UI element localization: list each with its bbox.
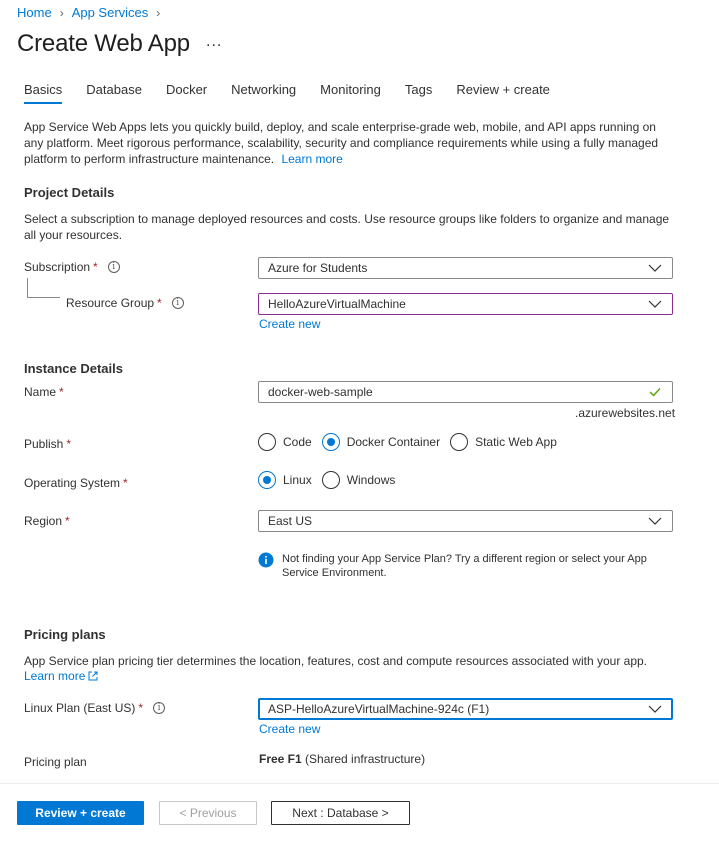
tab-networking[interactable]: Networking <box>231 82 297 97</box>
subscription-label: Subscription * i <box>24 260 120 274</box>
tree-connector <box>27 278 28 298</box>
more-options-button[interactable]: ... <box>206 33 223 50</box>
tab-docker[interactable]: Docker <box>165 82 208 97</box>
domain-suffix: .azurewebsites.net <box>575 406 676 420</box>
resource-group-create-new-link[interactable]: Create new <box>259 317 321 331</box>
tree-connector <box>27 297 60 298</box>
info-icon[interactable]: i <box>108 261 120 273</box>
tab-bar <box>24 82 574 104</box>
tab-monitoring[interactable]: Monitoring <box>320 82 381 97</box>
intro-text: App Service Web Apps lets you quickly build, deploy, and scale enterprise-grade web, mobile, and API apps running on any platform. Meet rigorous performance, scalability, security and compliance requirements while using a fully managed platform to perform infrastructure maintenance. Learn more <box>24 120 659 166</box>
publish-static-radio[interactable]: Static Web App <box>450 433 557 451</box>
name-label: Name * <box>24 385 64 399</box>
linux-plan-label: Linux Plan (East US) * i <box>24 701 165 715</box>
breadcrumb <box>17 5 168 20</box>
required-asterisk: * <box>59 385 64 399</box>
os-linux-radio[interactable]: Linux <box>258 471 312 489</box>
checkmark-icon <box>647 386 663 398</box>
required-asterisk: * <box>93 260 98 274</box>
chevron-down-icon <box>647 298 663 310</box>
os-label: Operating System * <box>24 476 128 490</box>
external-link-icon <box>88 671 98 681</box>
publish-docker-radio[interactable]: Docker Container <box>322 433 440 451</box>
publish-label: Publish * <box>24 437 72 451</box>
resource-group-label: Resource Group * i <box>66 296 184 310</box>
review-create-button[interactable]: Review + create <box>17 801 144 825</box>
name-input[interactable]: docker-web-sample <box>258 381 673 403</box>
region-note: Not finding your App Service Plan? Try a different region or select your App Service Environment. <box>282 553 647 579</box>
required-asterisk: * <box>157 296 162 310</box>
required-asterisk: * <box>65 514 70 528</box>
info-icon[interactable]: i <box>153 702 165 714</box>
resource-group-dropdown[interactable]: HelloAzureVirtualMachine <box>258 293 673 315</box>
pricing-plans-heading: Pricing plans <box>24 627 106 642</box>
region-label: Region * <box>24 514 70 528</box>
linux-plan-dropdown[interactable]: ASP-HelloAzureVirtualMachine-924c (F1) <box>258 698 673 720</box>
tab-tags[interactable]: Tags <box>404 82 433 97</box>
footer-divider <box>0 783 719 784</box>
breadcrumb-home[interactable]: Home <box>17 5 52 20</box>
pricing-plan-value: Free F1 (Shared infrastructure) <box>259 752 426 766</box>
tab-basics[interactable]: Basics <box>24 82 62 104</box>
tab-database[interactable]: Database <box>86 82 142 97</box>
instance-details-heading: Instance Details <box>24 361 123 376</box>
chevron-down-icon <box>647 515 663 527</box>
chevron-right-icon: › <box>59 5 64 20</box>
region-dropdown[interactable]: East US <box>258 510 673 532</box>
linux-plan-create-new-link[interactable]: Create new <box>259 722 321 736</box>
required-asterisk: * <box>138 701 144 715</box>
chevron-down-icon <box>647 703 663 715</box>
chevron-right-icon: › <box>156 5 161 20</box>
os-radio-group <box>258 471 405 489</box>
page-title: Create Web App <box>17 30 190 57</box>
project-details-heading: Project Details <box>24 185 115 200</box>
intro-learn-more-link[interactable]: Learn more <box>281 152 343 166</box>
info-icon[interactable]: i <box>172 297 184 309</box>
publish-code-radio[interactable]: Code <box>258 433 312 451</box>
breadcrumb-app-services[interactable]: App Services <box>71 5 149 20</box>
pricing-learn-more-link[interactable]: Learn more <box>24 669 98 683</box>
tab-review-create[interactable]: Review + create <box>456 82 550 97</box>
pricing-plan-label: Pricing plan <box>24 755 87 769</box>
info-icon <box>258 552 274 568</box>
next-database-button[interactable]: Next : Database > <box>271 801 410 825</box>
os-windows-radio[interactable]: Windows <box>322 471 396 489</box>
project-details-desc: Select a subscription to manage deployed resources and costs. Use resource groups like folders to organize and manage all your resources. <box>24 212 670 242</box>
publish-radio-group <box>258 433 567 451</box>
required-asterisk: * <box>66 437 72 451</box>
subscription-dropdown[interactable]: Azure for Students <box>258 257 673 279</box>
previous-button[interactable]: < Previous <box>159 801 257 825</box>
pricing-desc: App Service plan pricing tier determines the location, features, cost and compute resources associated with your app. <box>24 654 647 668</box>
required-asterisk: * <box>123 476 128 490</box>
chevron-down-icon <box>647 262 663 274</box>
